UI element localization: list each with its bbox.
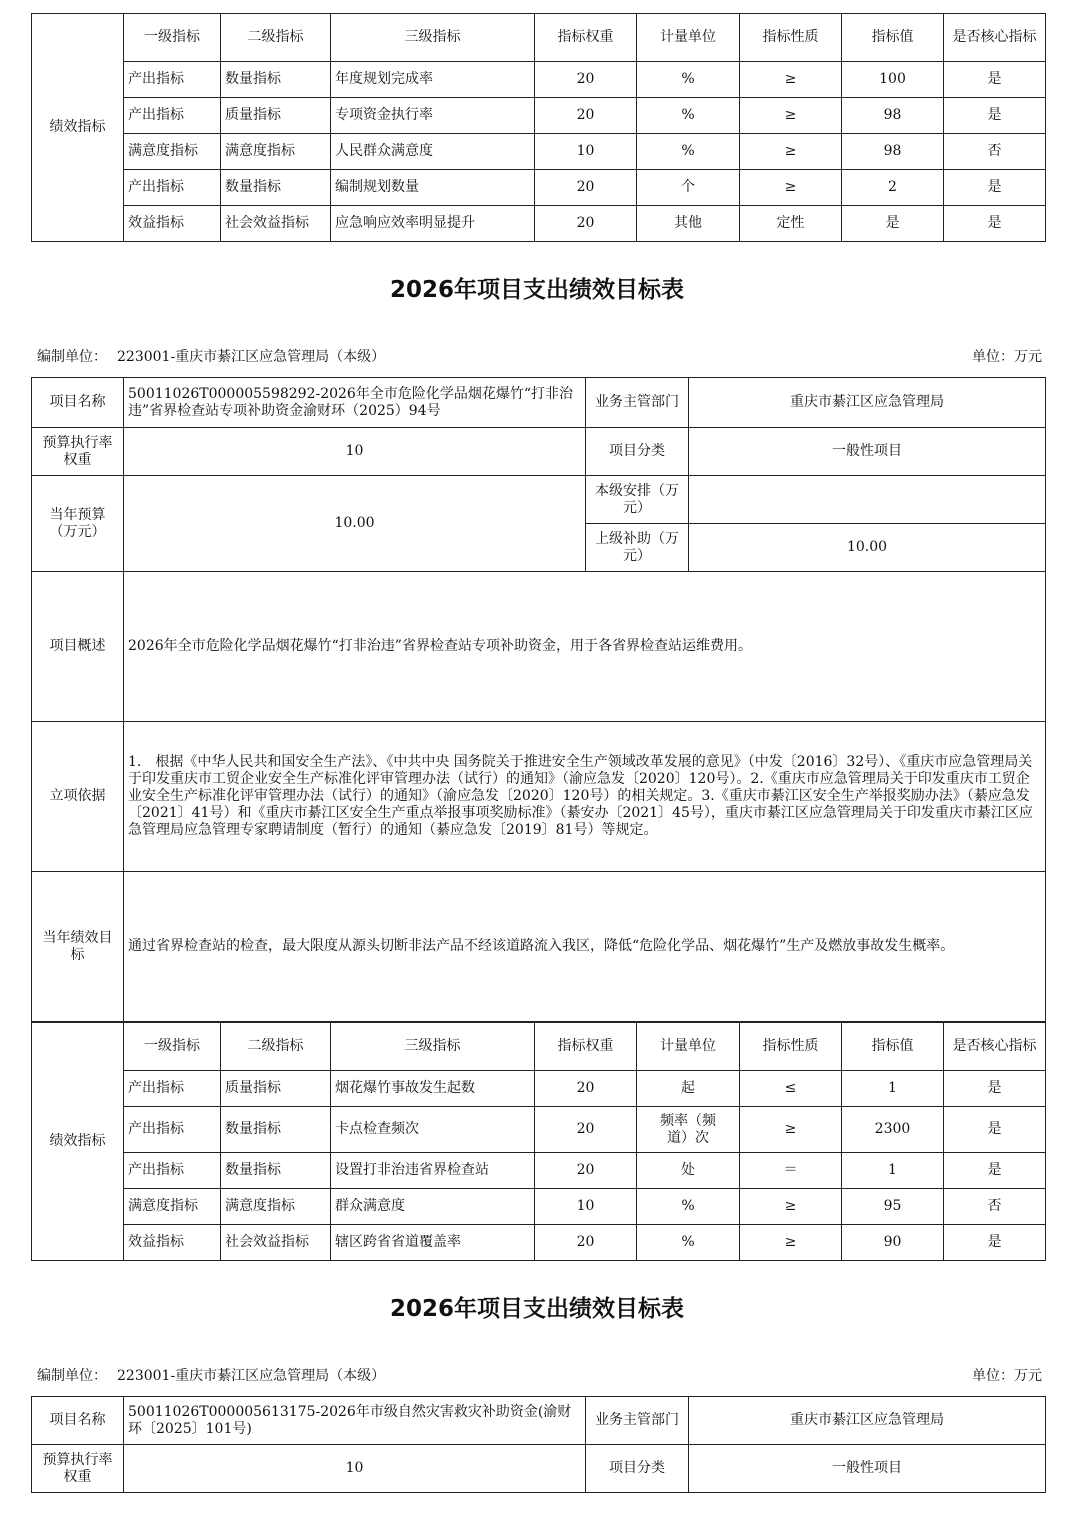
cell-core: 是 xyxy=(944,62,1046,98)
header-l1: 一级指标 xyxy=(124,1023,221,1071)
cell-nature: ≥ xyxy=(740,170,842,206)
header-l1: 一级指标 xyxy=(124,14,221,62)
header-weight: 指标权重 xyxy=(535,14,637,62)
cell-value: 98 xyxy=(842,98,944,134)
dept-label: 业务主管部门 xyxy=(586,378,689,428)
cell-value: 90 xyxy=(842,1225,944,1261)
cell-l1: 产出指标 xyxy=(124,170,221,206)
table-row xyxy=(32,1189,1046,1225)
cell-value: 1 xyxy=(842,1071,944,1107)
cell-l2: 满意度指标 xyxy=(221,1189,331,1225)
header-unit: 计量单位 xyxy=(637,14,740,62)
cell-weight: 20 xyxy=(535,62,637,98)
compile-unit-value: 223001-重庆市綦江区应急管理局（本级） xyxy=(117,1368,386,1384)
project-name-value: 50011026T000005613175-2026年市级自然灾害救灾补助资金(渝财环〔2025〕101号) xyxy=(124,1397,586,1445)
cell-l3: 编制规划数量 xyxy=(331,170,535,206)
project-info-table-1 xyxy=(31,377,1046,1022)
cell-l3: 群众满意度 xyxy=(331,1189,535,1225)
cell-l3: 年度规划完成率 xyxy=(331,62,535,98)
table-row xyxy=(32,98,1046,134)
table-row xyxy=(32,1225,1046,1261)
category-label: 项目分类 xyxy=(586,428,689,476)
cell-l3: 卡点检查频次 xyxy=(331,1107,535,1153)
cell-unit: % xyxy=(637,1225,740,1261)
cell-value: 98 xyxy=(842,134,944,170)
cell-unit: 起 xyxy=(637,1071,740,1107)
compile-unit-label: 编制单位： xyxy=(37,1368,107,1384)
dept-value: 重庆市綦江区应急管理局 xyxy=(689,1397,1046,1445)
category-value: 一般性项目 xyxy=(689,1445,1046,1493)
cell-nature: ≥ xyxy=(740,1107,842,1153)
cell-l2: 社会效益指标 xyxy=(221,206,331,242)
page-title: 2026年项目支出绩效目标表 xyxy=(389,277,684,303)
project-name-label: 项目名称 xyxy=(32,378,124,428)
cell-l2: 数量指标 xyxy=(221,1107,331,1153)
cell-weight: 20 xyxy=(535,1153,637,1189)
overview-row xyxy=(32,572,1046,722)
goal-label: 当年绩效目标 xyxy=(32,872,124,1022)
cell-l1: 产出指标 xyxy=(124,98,221,134)
cell-unit: 频率（频道）次 xyxy=(637,1107,740,1153)
cell-core: 是 xyxy=(944,1071,1046,1107)
cell-unit: % xyxy=(637,1189,740,1225)
project-name-row xyxy=(32,378,1046,428)
perf-label: 绩效指标 xyxy=(32,14,124,242)
exec-weight-value: 10 xyxy=(124,428,586,476)
local-value xyxy=(689,476,1046,524)
header-core: 是否核心指标 xyxy=(944,1023,1046,1071)
header-weight: 指标权重 xyxy=(535,1023,637,1071)
cell-l2: 质量指标 xyxy=(221,1071,331,1107)
project-name-label: 项目名称 xyxy=(32,1397,124,1445)
cell-l2: 社会效益指标 xyxy=(221,1225,331,1261)
cell-l3: 烟花爆竹事故发生起数 xyxy=(331,1071,535,1107)
budget-label: 当年预算（万元） xyxy=(32,476,124,572)
cell-weight: 20 xyxy=(535,1225,637,1261)
cell-value: 2300 xyxy=(842,1107,944,1153)
cell-l2: 质量指标 xyxy=(221,98,331,134)
cell-nature: ≥ xyxy=(740,62,842,98)
cell-value: 是 xyxy=(842,206,944,242)
cell-core: 是 xyxy=(944,170,1046,206)
cell-weight: 10 xyxy=(535,1189,637,1225)
overview-label: 项目概述 xyxy=(32,572,124,722)
cell-weight: 20 xyxy=(535,1071,637,1107)
cell-l1: 产出指标 xyxy=(124,62,221,98)
cell-core: 是 xyxy=(944,1153,1046,1189)
header-nature: 指标性质 xyxy=(740,14,842,62)
cell-nature: ≥ xyxy=(740,98,842,134)
cell-l3: 人民群众满意度 xyxy=(331,134,535,170)
basis-label: 立项依据 xyxy=(32,722,124,872)
category-label: 项目分类 xyxy=(586,1445,689,1493)
cell-weight: 10 xyxy=(535,134,637,170)
unit-label: 单位：万元 xyxy=(972,1368,1042,1384)
basis-value: 1. 根据《中华人民共和国安全生产法》、《中共中央 国务院关于推进安全生产领域改革发展的意见》（中发〔2016〕32号）、《重庆市应急管理局关于印发重庆市工贸企业安全生产标准化评审管理办法（试行）的通知》（渝应急发〔2020〕120号）。2.《重庆市应急管理局关于印发重庆市工贸企业安全生产标准化评审管理办法（试行）的通知》（渝应急发〔2020〕120号）的相关规定。3.《重庆市綦江区安全生产举报奖励办法》（綦应急发〔2021〕41号）和《重庆市綦江区安全生产重点举报事项奖励标准》（綦安办〔2021〕45号），重庆市綦江区应急管理局关于印发重庆市綦江区应急管理局应急管理专家聘请制度（暂行）的通知（綦应急发〔2019〕81号）等规定。 xyxy=(124,722,1046,872)
upper-value: 10.00 xyxy=(689,524,1046,572)
cell-l3: 专项资金执行率 xyxy=(331,98,535,134)
budget-row xyxy=(32,476,1046,524)
exec-weight-label: 预算执行率权重 xyxy=(32,1445,124,1493)
perf-label: 绩效指标 xyxy=(32,1023,124,1261)
cell-l2: 数量指标 xyxy=(221,62,331,98)
cell-unit: % xyxy=(637,62,740,98)
cell-l2: 满意度指标 xyxy=(221,134,331,170)
exec-weight-row xyxy=(32,428,1046,476)
compile-unit xyxy=(37,1365,385,1385)
cell-value: 1 xyxy=(842,1153,944,1189)
header-l3: 三级指标 xyxy=(331,14,535,62)
cell-nature: 定性 xyxy=(740,206,842,242)
cell-value: 2 xyxy=(842,170,944,206)
perf-header-row xyxy=(32,1023,1046,1071)
perf-table-1 xyxy=(31,1022,1046,1261)
overview-value: 2026年全市危险化学品烟花爆竹“打非治违”省界检查站专项补助资金，用于各省界检查站运维费用。 xyxy=(124,572,1046,722)
cell-unit: 处 xyxy=(637,1153,740,1189)
cell-weight: 20 xyxy=(535,1107,637,1153)
cell-core: 否 xyxy=(944,1189,1046,1225)
cell-weight: 20 xyxy=(535,98,637,134)
cell-value: 100 xyxy=(842,62,944,98)
cell-nature: ＝ xyxy=(740,1153,842,1189)
exec-weight-row xyxy=(32,1445,1046,1493)
cell-l1: 产出指标 xyxy=(124,1153,221,1189)
compile-unit-label: 编制单位： xyxy=(37,349,107,365)
goal-row xyxy=(32,872,1046,1022)
cell-core: 是 xyxy=(944,1225,1046,1261)
header-l2: 二级指标 xyxy=(221,1023,331,1071)
cell-l1: 产出指标 xyxy=(124,1071,221,1107)
cell-unit: % xyxy=(637,98,740,134)
compile-unit xyxy=(37,346,385,366)
cell-unit: % xyxy=(637,134,740,170)
project-info-table-2 xyxy=(31,1396,1046,1493)
page-title: 2026年项目支出绩效目标表 xyxy=(389,1296,684,1322)
unit-label: 单位：万元 xyxy=(972,349,1042,365)
header-l3: 三级指标 xyxy=(331,1023,535,1071)
header-value: 指标值 xyxy=(842,1023,944,1071)
cell-nature: ≥ xyxy=(740,1189,842,1225)
project-name-row xyxy=(32,1397,1046,1445)
cell-l3: 设置打非治违省界检查站 xyxy=(331,1153,535,1189)
project-name-value: 50011026T000005598292-2026年全市危险化学品烟花爆竹“打非治违”省界检查站专项补助资金渝财环（2025）94号 xyxy=(124,378,586,428)
header-l2: 二级指标 xyxy=(221,14,331,62)
cell-l1: 效益指标 xyxy=(124,206,221,242)
table-row xyxy=(32,1107,1046,1153)
table-row xyxy=(32,206,1046,242)
cell-l1: 满意度指标 xyxy=(124,134,221,170)
cell-core: 是 xyxy=(944,1107,1046,1153)
cell-unit: 个 xyxy=(637,170,740,206)
category-value: 一般性项目 xyxy=(689,428,1046,476)
cell-weight: 20 xyxy=(535,206,637,242)
table-row xyxy=(32,170,1046,206)
cell-nature: ≤ xyxy=(740,1071,842,1107)
perf-table-0 xyxy=(31,13,1046,242)
table-row xyxy=(32,1071,1046,1107)
cell-unit: 其他 xyxy=(637,206,740,242)
header-nature: 指标性质 xyxy=(740,1023,842,1071)
upper-label: 上级补助（万元） xyxy=(586,524,689,572)
compile-unit-value: 223001-重庆市綦江区应急管理局（本级） xyxy=(117,349,386,365)
cell-value: 95 xyxy=(842,1189,944,1225)
dept-value: 重庆市綦江区应急管理局 xyxy=(689,378,1046,428)
exec-weight-label: 预算执行率权重 xyxy=(32,428,124,476)
dept-label: 业务主管部门 xyxy=(586,1397,689,1445)
basis-row xyxy=(32,722,1046,872)
header-value: 指标值 xyxy=(842,14,944,62)
exec-weight-value: 10 xyxy=(124,1445,586,1493)
cell-l3: 应急响应效率明显提升 xyxy=(331,206,535,242)
cell-l2: 数量指标 xyxy=(221,170,331,206)
cell-core: 是 xyxy=(944,206,1046,242)
table-row xyxy=(32,134,1046,170)
cell-l3: 辖区跨省省道覆盖率 xyxy=(331,1225,535,1261)
cell-l2: 数量指标 xyxy=(221,1153,331,1189)
cell-core: 是 xyxy=(944,98,1046,134)
header-unit: 计量单位 xyxy=(637,1023,740,1071)
cell-nature: ≥ xyxy=(740,134,842,170)
perf-header-row xyxy=(32,14,1046,62)
table-row xyxy=(32,1153,1046,1189)
cell-nature: ≥ xyxy=(740,1225,842,1261)
cell-weight: 20 xyxy=(535,170,637,206)
header-core: 是否核心指标 xyxy=(944,14,1046,62)
local-label: 本级安排（万元） xyxy=(586,476,689,524)
cell-l1: 满意度指标 xyxy=(124,1189,221,1225)
cell-l1: 产出指标 xyxy=(124,1107,221,1153)
budget-value: 10.00 xyxy=(124,476,586,572)
goal-value: 通过省界检查站的检查，最大限度从源头切断非法产品不经该道路流入我区，降低“危险化学品、烟花爆竹”生产及燃放事故发生概率。 xyxy=(124,872,1046,1022)
table-row xyxy=(32,62,1046,98)
cell-core: 否 xyxy=(944,134,1046,170)
cell-l1: 效益指标 xyxy=(124,1225,221,1261)
